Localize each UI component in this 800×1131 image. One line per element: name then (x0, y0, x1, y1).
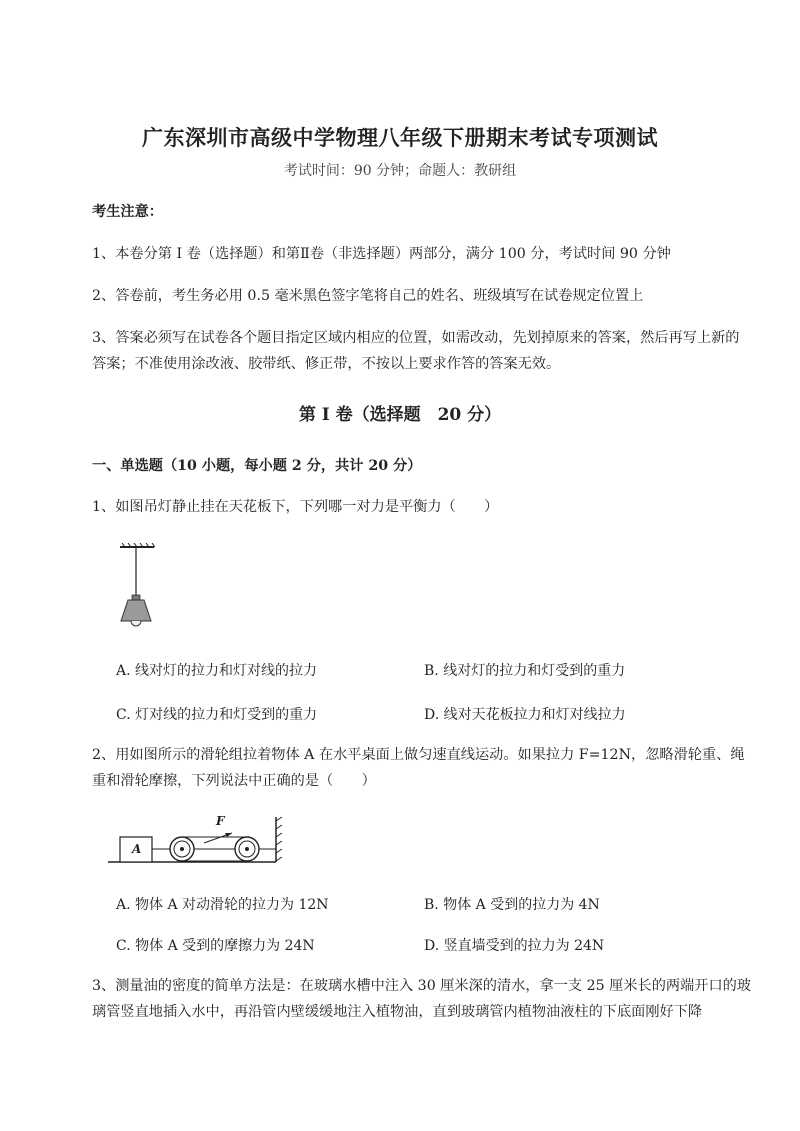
question-2-option-b: B. 物体 A 受到的拉力为 4N (424, 897, 600, 913)
hanging-lamp-figure (112, 543, 162, 633)
question-1-stem: 1、如图吊灯静止挂在天花板下，下列哪一对力是平衡力（ ） (92, 499, 499, 515)
question-2-option-d: D. 竖直墙受到的拉力为 24N (424, 938, 605, 954)
question-2-stem: 2、用如图所示的滑轮组拉着物体 A 在水平桌面上做匀速直线运动。如果拉力 F=12N，忽略滑轮重、绳重和滑轮摩擦，下列说法中正确的是（ ） (92, 747, 745, 789)
part-heading: 一、单选题（10 小题，每小题 2 分，共计 20 分） (92, 458, 422, 474)
block-label: A (132, 842, 142, 856)
force-label: F (216, 814, 225, 828)
notice-item-1: 1、本卷分第 I 卷（选择题）和第Ⅱ卷（非选择题）两部分，满分 100 分，考试时间 90 分钟 (92, 246, 671, 262)
notice-heading: 考生注意： (92, 204, 163, 220)
question-1-option-a: A. 线对灯的拉力和灯对线的拉力 (116, 663, 318, 679)
exam-info: 考试时间：90 分钟；命题人：教研组 (283, 163, 517, 179)
question-1-option-d: D. 线对天花板拉力和灯对线拉力 (424, 707, 626, 723)
section-title: 第 I 卷（选择题 20 分） (298, 405, 502, 425)
question-2-option-c: C. 物体 A 受到的摩擦力为 24N (116, 938, 315, 954)
question-1-option-c: C. 灯对线的拉力和灯受到的重力 (116, 707, 318, 723)
question-1-option-b: B. 线对灯的拉力和灯受到的重力 (424, 663, 626, 679)
question-2-option-a: A. 物体 A 对动滑轮的拉力为 12N (116, 897, 329, 913)
notice-item-3: 3、答案必须写在试卷各个题目指定区域内相应的位置，如需改动，先划掉原来的答案，然后再写上新的答案；不准使用涂改液、胶带纸、修正带，不按以上要求作答的答案无效。 (92, 330, 740, 372)
question-3-stem: 3、测量油的密度的简单方法是：在玻璃水槽中注入 30 厘米深的清水，拿一支 25 厘米长的两端开口的玻璃管竖直地插入水中，再沿管内壁缓缓地注入植物油，直到玻璃管内植物油液柱的下底面刚好下降 (92, 978, 752, 1020)
page-title: 广东深圳市高级中学物理八年级下册期末考试专项测试 (142, 125, 658, 150)
notice-item-2: 2、答卷前，考生务必用 0.5 毫米黑色签字笔将自己的姓名、班级填写在试卷规定位置上 (92, 288, 644, 304)
